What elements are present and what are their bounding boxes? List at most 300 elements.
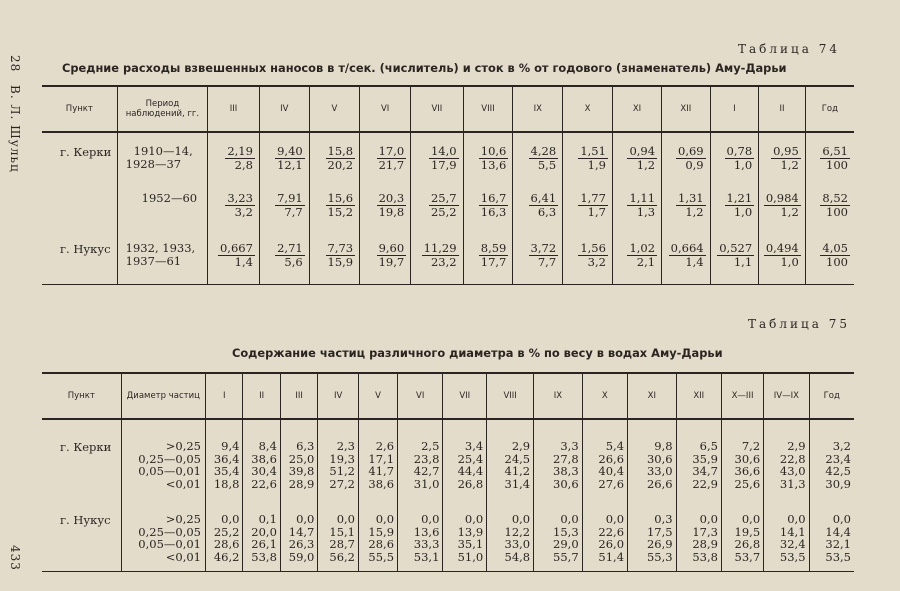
value-cell: [764, 419, 809, 497]
percent-value: 0,0: [511, 512, 531, 526]
fraction: [273, 242, 307, 269]
percent-value: 53,1: [413, 549, 440, 564]
fraction: [477, 145, 511, 172]
column-header: XII: [662, 86, 711, 132]
column-header: I: [710, 86, 759, 132]
column-header: X: [582, 373, 627, 419]
percent-value: 33,3: [413, 537, 440, 551]
percent-value: 53,7: [734, 549, 761, 564]
percent-value: 3,4: [464, 439, 484, 453]
fraction: [527, 145, 561, 172]
fraction: [818, 192, 852, 219]
diameter-value: <0,01: [165, 549, 201, 564]
fraction-cell: [805, 234, 854, 284]
percent-value: 13,9: [457, 524, 484, 539]
value-cell: [280, 497, 317, 571]
numerator-value: 8,52: [822, 191, 848, 205]
value-cell: [628, 419, 677, 497]
fraction: [769, 145, 803, 172]
value-cell: [206, 497, 243, 571]
fraction: [527, 242, 561, 269]
column-header: X: [563, 86, 613, 132]
percent-value: 31,4: [504, 476, 531, 491]
fraction-cell: [360, 184, 411, 234]
period-line: 1932, 1933,: [125, 241, 196, 255]
percent-value: 0,0: [221, 512, 240, 526]
percent-value: 0,0: [787, 512, 806, 526]
fraction-cell: [805, 132, 854, 184]
numerator-value: 15,6: [327, 191, 354, 205]
period-line: 1928—37: [125, 157, 182, 171]
value-cell: [721, 497, 763, 571]
fraction-cell: [513, 234, 563, 284]
denominator-value: 1,7: [587, 205, 606, 219]
value-cell: [628, 497, 677, 571]
fraction-cell: [208, 184, 260, 234]
percent-value: 9,4: [221, 439, 240, 453]
table-75-caption: Содержание частиц различного диаметра в % по весу в водах Аму-Дарьи: [232, 346, 723, 360]
percent-value: 33,0: [646, 464, 673, 478]
numerator-value: 2,71: [277, 241, 303, 255]
denominator-value: 12,1: [277, 158, 303, 172]
percent-value: 3,2: [832, 439, 851, 453]
percent-value: 43,0: [779, 464, 806, 478]
denominator-value: 5,6: [284, 255, 303, 269]
numerator-value: 0,664: [670, 241, 704, 255]
diameter-value: >0,25: [165, 439, 201, 453]
fraction: [375, 192, 409, 219]
denominator-value: 19,7: [378, 255, 405, 269]
column-header: Диаметр частиц: [121, 373, 205, 419]
percent-value: 29,0: [553, 537, 579, 551]
percent-value: 14,1: [779, 524, 806, 539]
diameter-value: >0,25: [165, 512, 201, 526]
percent-value: 26,1: [251, 537, 277, 551]
numerator-value: 1,31: [678, 191, 704, 205]
denominator-value: 1,0: [780, 255, 799, 269]
fraction-cell: [463, 234, 513, 284]
percent-value: 6,5: [699, 439, 718, 453]
table-row: [42, 419, 854, 497]
percent-value: 38,6: [368, 476, 395, 491]
numerator-value: 11,29: [423, 241, 457, 255]
column-header: IX: [513, 86, 563, 132]
numerator-value: 9,60: [378, 241, 405, 255]
percent-value: 33,0: [504, 537, 531, 551]
percent-value: 31,0: [413, 476, 440, 491]
percent-value: 51,4: [598, 549, 625, 564]
fraction: [818, 145, 852, 172]
percent-value: 0,0: [832, 512, 851, 526]
value-cell: [280, 419, 317, 497]
author-running-head: В. Л. Шульц: [8, 85, 22, 173]
percent-value: 3,3: [560, 439, 579, 453]
denominator-value: 13,6: [480, 158, 507, 172]
denominator-value: 17,9: [430, 158, 457, 172]
percent-value: 26,6: [598, 451, 625, 466]
point-name: [42, 132, 117, 184]
percent-value: 41,2: [504, 464, 531, 478]
numerator-value: 0,95: [773, 144, 799, 158]
percent-value: 17,5: [646, 524, 673, 539]
fraction-cell: [259, 234, 309, 284]
percent-value: 42,7: [413, 464, 440, 478]
fraction: [273, 145, 307, 172]
column-header: VII: [411, 86, 463, 132]
fraction: [375, 242, 409, 269]
numerator-value: 1,21: [726, 191, 753, 205]
percent-value: 32,4: [779, 537, 806, 551]
fraction: [625, 192, 659, 219]
numerator-value: 0,984: [765, 191, 799, 205]
period-line: 1910—14,: [133, 144, 193, 158]
denominator-value: 100: [826, 205, 848, 219]
numerator-value: 16,7: [480, 191, 507, 205]
column-header: I: [206, 373, 243, 419]
column-header: X—III: [721, 373, 763, 419]
fraction-cell: [259, 184, 309, 234]
denominator-value: 1,2: [685, 205, 704, 219]
numerator-value: 7,73: [327, 241, 354, 255]
fraction: [762, 242, 803, 269]
fraction: [762, 192, 803, 219]
percent-value: 51,2: [329, 464, 355, 478]
denominator-value: 100: [826, 158, 848, 172]
numerator-value: 17,0: [378, 144, 405, 158]
percent-value: 35,9: [692, 451, 718, 466]
table-row: [42, 132, 854, 184]
diameter-value: 0,25—0,05: [138, 451, 201, 466]
percent-value: 27,8: [553, 451, 579, 466]
fraction: [674, 145, 708, 172]
percent-value: 44,4: [457, 464, 484, 478]
point-label: г. Нукус: [60, 242, 111, 256]
numerator-value: 7,91: [277, 191, 303, 205]
denominator-value: 19,8: [378, 205, 405, 219]
percent-value: 35,4: [213, 464, 240, 478]
column-header: IV—IX: [764, 373, 809, 419]
value-cell: [487, 419, 534, 497]
column-header: VIII: [487, 373, 534, 419]
fraction-cell: [805, 184, 854, 234]
value-cell: [443, 497, 487, 571]
numerator-value: 0,78: [726, 144, 753, 158]
fraction-cell: [463, 184, 513, 234]
denominator-value: 1,2: [636, 158, 656, 172]
fraction-cell: [662, 184, 711, 234]
value-cell: [721, 419, 763, 497]
percent-value: 2,6: [375, 439, 395, 453]
percent-value: 12,2: [504, 524, 531, 539]
value-cell: [243, 497, 280, 571]
table-row: [42, 184, 854, 234]
column-header: III: [280, 373, 317, 419]
percent-value: 54,8: [504, 549, 531, 564]
period-line: 1952—60: [141, 191, 198, 205]
percent-value: 55,7: [553, 549, 579, 564]
percent-value: 0,0: [605, 512, 625, 526]
fraction-cell: [612, 132, 661, 184]
percent-value: 14,4: [825, 524, 851, 539]
fraction: [477, 192, 511, 219]
percent-value: 2,5: [421, 439, 440, 453]
percent-value: 30,9: [825, 476, 851, 491]
numerator-value: 3,23: [227, 191, 253, 205]
value-cell: [676, 497, 721, 571]
denominator-value: 6,3: [537, 205, 557, 219]
percent-value: 38,3: [553, 464, 579, 478]
fraction-cell: [612, 234, 661, 284]
column-header: Пункт: [67, 391, 95, 401]
point-name: [42, 184, 117, 234]
column-header: Год: [809, 373, 854, 419]
percent-value: 2,9: [787, 439, 806, 453]
fraction-cell: [513, 132, 563, 184]
percent-value: 13,6: [413, 524, 440, 539]
value-cell: [318, 497, 359, 571]
percent-value: 53,5: [779, 549, 806, 564]
column-header: IV: [318, 373, 359, 419]
denominator-value: 100: [826, 255, 848, 269]
column-header: III: [208, 86, 260, 132]
fraction-cell: [710, 184, 759, 234]
column-header: II: [759, 86, 806, 132]
denominator-value: 1,0: [733, 205, 753, 219]
fraction-cell: [710, 132, 759, 184]
denominator-value: 2,1: [636, 255, 656, 269]
fraction-cell: [411, 234, 463, 284]
percent-value: 20,0: [251, 524, 277, 539]
value-cell: [487, 497, 534, 571]
denominator-value: 1,1: [733, 255, 753, 269]
percent-value: 0,1: [258, 512, 277, 526]
denominator-value: 1,9: [587, 158, 606, 172]
fraction: [375, 145, 409, 172]
denominator-value: 21,7: [378, 158, 405, 172]
numerator-value: 1,51: [580, 144, 606, 158]
percent-value: 18,8: [213, 476, 240, 491]
fraction: [576, 192, 610, 219]
percent-value: 35,1: [457, 537, 484, 551]
percent-value: 30,6: [646, 451, 673, 466]
fraction-cell: [710, 234, 759, 284]
denominator-value: 0,9: [685, 158, 704, 172]
fraction-cell: [309, 132, 359, 184]
folio-number: 433: [8, 545, 22, 571]
percent-value: 0,0: [421, 512, 440, 526]
percent-value: 38,6: [251, 451, 277, 466]
numerator-value: 3,72: [530, 241, 557, 255]
period-cell: [117, 184, 208, 234]
denominator-value: 5,5: [537, 158, 557, 172]
fraction: [427, 192, 461, 219]
percent-value: 56,2: [329, 549, 355, 564]
fraction: [324, 242, 358, 269]
numerator-value: 10,6: [480, 144, 507, 158]
point-label: г. Керки: [60, 145, 112, 159]
percent-value: 17,3: [692, 524, 718, 539]
percent-value: 26,0: [598, 537, 625, 551]
numerator-value: 6,41: [530, 191, 557, 205]
percent-value: 0,3: [654, 512, 673, 526]
fraction: [527, 192, 561, 219]
point-label: г. Нукус: [60, 513, 111, 527]
fraction-cell: [759, 132, 806, 184]
column-header: II: [243, 373, 280, 419]
percent-value: 0,0: [560, 512, 579, 526]
numerator-value: 15,8: [327, 144, 354, 158]
percent-value: 6,3: [296, 439, 315, 453]
denominator-value: 23,2: [430, 255, 457, 269]
fraction: [324, 192, 358, 219]
column-header: XI: [612, 86, 661, 132]
point-label: г. Керки: [60, 440, 112, 454]
percent-value: 7,2: [741, 439, 761, 453]
fraction: [625, 242, 659, 269]
fraction: [723, 145, 757, 172]
numerator-value: 4,05: [822, 241, 848, 255]
fraction: [674, 192, 708, 219]
percent-value: 0,0: [464, 512, 484, 526]
column-header: Пункт: [65, 104, 93, 114]
percent-value: 55,5: [368, 549, 395, 564]
fraction: [715, 242, 756, 269]
percent-value: 30,6: [734, 451, 761, 466]
page-number-top: 28: [8, 55, 22, 73]
fraction: [576, 242, 610, 269]
percent-value: 53,8: [692, 549, 718, 564]
table-75-label: Таблица 75: [748, 317, 850, 331]
fraction-cell: [309, 184, 359, 234]
point-name: [42, 234, 117, 284]
fraction: [216, 242, 257, 269]
value-cell: [534, 497, 583, 571]
fraction: [223, 145, 257, 172]
diameter-value: 0,25—0,05: [138, 524, 201, 539]
fraction-cell: [360, 234, 411, 284]
column-header: V: [358, 373, 397, 419]
fraction: [576, 145, 610, 172]
column-header: VI: [398, 373, 443, 419]
fraction-cell: [208, 234, 260, 284]
percent-value: 0,0: [336, 512, 355, 526]
fraction: [223, 192, 257, 219]
percent-value: 28,6: [213, 537, 240, 551]
fraction-cell: [563, 234, 613, 284]
diameter-value: <0,01: [165, 476, 201, 491]
fraction-cell: [208, 132, 260, 184]
percent-value: 0,0: [296, 512, 315, 526]
percent-value: 28,6: [368, 537, 395, 551]
column-header: XII: [676, 373, 721, 419]
fraction-cell: [259, 132, 309, 184]
percent-value: 22,6: [598, 524, 625, 539]
percent-value: 2,9: [511, 439, 531, 453]
table-75: [42, 372, 854, 572]
fraction: [420, 242, 461, 269]
value-cell: [243, 419, 280, 497]
numerator-value: 4,28: [530, 144, 557, 158]
denominator-value: 17,7: [480, 255, 507, 269]
denominator-value: 1,0: [733, 158, 753, 172]
percent-value: 26,9: [646, 537, 673, 551]
percent-value: 5,4: [605, 439, 625, 453]
column-header: VI: [360, 86, 411, 132]
percent-value: 8,4: [258, 439, 277, 453]
percent-value: 25,6: [734, 476, 761, 491]
numerator-value: 0,527: [719, 241, 753, 255]
table-row: [42, 497, 854, 571]
percent-value: 30,4: [251, 464, 277, 478]
value-cell: [318, 419, 359, 497]
percent-value: 34,7: [692, 464, 718, 478]
table-74-label: Таблица 74: [738, 42, 840, 56]
percent-value: 28,9: [692, 537, 718, 551]
numerator-value: 0,69: [678, 144, 704, 158]
fraction-cell: [411, 184, 463, 234]
percent-value: 23,8: [413, 451, 440, 466]
point-name: [42, 419, 121, 497]
column-header: VII: [443, 373, 487, 419]
value-cell: [443, 419, 487, 497]
percent-value: 26,8: [457, 476, 484, 491]
numerator-value: 25,7: [430, 191, 457, 205]
fraction-cell: [411, 132, 463, 184]
percent-value: 25,0: [288, 451, 315, 466]
numerator-value: 14,0: [430, 144, 457, 158]
percent-value: 9,8: [654, 439, 673, 453]
percent-value: 23,4: [825, 451, 851, 466]
denominator-value: 1,2: [780, 205, 799, 219]
diameter-cell: [121, 419, 205, 497]
value-cell: [676, 419, 721, 497]
percent-value: 53,5: [825, 549, 851, 564]
numerator-value: 20,3: [378, 191, 405, 205]
column-header: VIII: [463, 86, 513, 132]
percent-value: 55,3: [646, 549, 673, 564]
percent-value: 15,1: [329, 524, 355, 539]
value-cell: [398, 497, 443, 571]
fraction: [324, 145, 358, 172]
percent-value: 53,8: [251, 549, 277, 564]
percent-value: 26,6: [646, 476, 673, 491]
fraction-cell: [463, 132, 513, 184]
percent-value: 14,7: [288, 524, 315, 539]
percent-value: 32,1: [825, 537, 851, 551]
percent-value: 59,0: [288, 549, 315, 564]
value-cell: [358, 497, 397, 571]
percent-value: 25,2: [213, 524, 240, 539]
numerator-value: 8,59: [480, 241, 507, 255]
value-cell: [206, 419, 243, 497]
percent-value: 15,3: [553, 524, 579, 539]
fraction-cell: [360, 132, 411, 184]
period-cell: [117, 132, 208, 184]
numerator-value: 0,494: [765, 241, 799, 255]
numerator-value: 1,02: [629, 241, 656, 255]
fraction: [667, 242, 708, 269]
numerator-value: 1,11: [629, 191, 656, 205]
percent-value: 0,0: [375, 512, 395, 526]
diameter-cell: [121, 497, 205, 571]
percent-value: 39,8: [288, 464, 315, 478]
fraction-cell: [563, 184, 613, 234]
percent-value: 27,6: [598, 476, 625, 491]
column-header: Период наблюдений, гг.: [117, 86, 208, 132]
denominator-value: 1,2: [780, 158, 799, 172]
numerator-value: 0,667: [219, 241, 253, 255]
column-header: V: [309, 86, 359, 132]
